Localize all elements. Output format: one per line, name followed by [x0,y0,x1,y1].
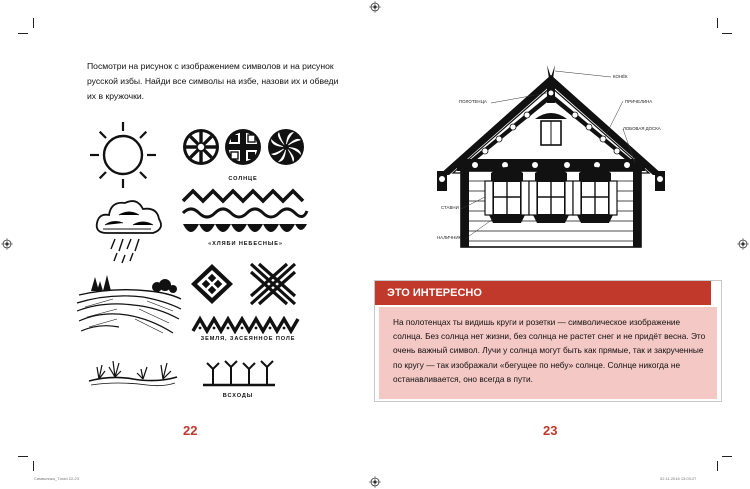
footer-timestamp: 02.11.2016 13:03:27 [660,476,697,481]
diamond-field-icon [189,262,235,306]
scallop-pattern [181,222,309,240]
registration-mark-left [1,238,13,250]
page-number-right: 23 [543,423,558,438]
rosette-cross-icon [223,127,263,167]
caption-field: ЗЕМЛЯ, ЗАСЕЯННОЕ ПОЛЕ [200,336,296,342]
label-polotentsa: ПОЛОТЕНЦА [459,99,487,104]
sprouts-symbol-pattern [201,353,277,387]
field-landscape-icon [73,271,185,339]
rosette-whirl-icon [266,127,306,167]
trim-mark [717,18,718,28]
trim-mark [18,456,28,457]
caption-sun: СОЛНЦЕ [228,176,258,182]
sprouts-landscape-icon [87,355,179,387]
trim-mark [33,18,34,28]
info-box [374,280,722,402]
info-box-title: ЭТО ИНТЕРЕСНО [387,287,482,299]
wave-pattern [181,205,309,221]
registration-mark-bottom [369,476,381,488]
sun-rays-icon [87,119,159,191]
label-nalichnik: НАЛИЧНИК [437,235,462,240]
trim-mark [722,456,732,457]
trim-mark [18,33,28,34]
rain-cloud-icon [93,193,165,267]
label-stavni: СТАВНИ [441,205,459,210]
trim-mark [717,461,718,471]
label-lobovaya-doska: ЛОБОВАЯ ДОСКА [623,126,661,131]
page-number-left: 22 [183,423,198,438]
info-box-text: На полотенцах ты видишь круги и розетки — символическое изображение солнца. Без солнца нет жизни, без солнца не растет снег и не придёт весна. Это очень важный символ. Лучи у солнца могут быть как прямые, так и закрученные по кругу — так изображали «бегущее по небу» солнце. Солнце никогда не останавливается, оно всегда в пути. [393,317,706,384]
caption-sprouts: ВСХОДЫ [222,393,254,399]
label-konek: КОНЁК [613,74,628,79]
rosette-wheel-icon [181,127,221,167]
trim-mark [33,461,34,471]
russian-izba-illustration [435,63,667,249]
registration-mark-right [737,238,749,250]
trim-mark [722,33,732,34]
field-zigzag-pattern [191,316,301,334]
instruction-text: Посмотри на рисунок с изображением символов и на рисунок русской избы. Найди все символы на избе, назови их и обведи их в кружочки. [87,61,339,101]
footer-filename: Символика_Т.indd 22-23 [34,476,79,481]
info-box-header [375,281,711,305]
caption-clouds: «ХЛЯБИ НЕБЕСНЫЕ» [208,241,283,247]
zigzag-pattern [181,186,309,204]
book-spread [33,33,717,456]
left-page [33,33,375,456]
registration-mark-top [369,1,381,13]
info-box-body [379,307,717,399]
crossed-field-icon [247,262,299,306]
label-prichelina: ПРИЧЕЛИНА [625,99,653,104]
